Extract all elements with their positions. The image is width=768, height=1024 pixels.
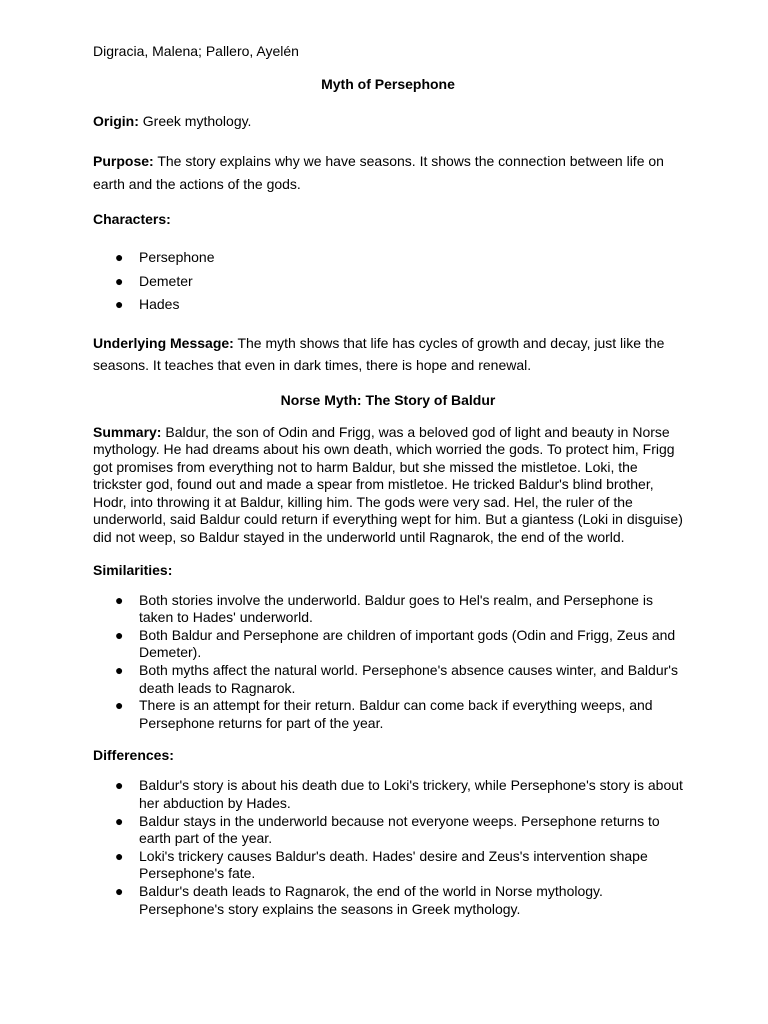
list-item bbox=[93, 592, 683, 627]
purpose-text: The story explains why we have seasons. It shows the connection between life on earth and the actions of the gods. bbox=[93, 153, 664, 192]
list-item bbox=[93, 813, 683, 848]
norse-myth-title: Norse Myth: The Story of Baldur bbox=[280, 391, 496, 408]
list-item bbox=[93, 848, 683, 883]
list-item bbox=[93, 662, 683, 697]
document-page bbox=[93, 42, 683, 932]
similarity-text: Both Baldur and Persephone are children of important gods (Odin and Frigg, Zeus and Demeter). bbox=[139, 626, 676, 661]
bullet-icon: ● bbox=[115, 626, 124, 643]
list-item bbox=[93, 777, 683, 812]
summary-label: Summary: bbox=[93, 423, 162, 440]
authors-line: Digracia, Malena; Pallero, Ayelén bbox=[93, 43, 299, 59]
bullet-icon: ● bbox=[115, 296, 124, 312]
bullet-icon: ● bbox=[115, 662, 124, 679]
origin-label: Origin: bbox=[93, 113, 139, 129]
similarities-list bbox=[93, 592, 683, 733]
underlying-message-label: Underlying Message: bbox=[93, 334, 234, 351]
list-item bbox=[93, 270, 683, 294]
differences-list bbox=[93, 777, 683, 918]
characters-heading: Characters: bbox=[93, 211, 171, 227]
list-item bbox=[93, 697, 683, 732]
origin-text: Greek mythology. bbox=[138, 113, 252, 129]
underlying-message-text: The myth shows that life has cycles of growth and decay, just like the seasons. It teaches that even in dark times, there is hope and renewal. bbox=[93, 334, 665, 373]
list-item bbox=[93, 627, 683, 662]
bullet-icon: ● bbox=[115, 591, 124, 608]
bullet-icon: ● bbox=[115, 249, 124, 265]
similarities-heading: Similarities: bbox=[93, 561, 173, 578]
bullet-icon: ● bbox=[115, 847, 124, 864]
origin-paragraph bbox=[93, 112, 683, 130]
character-name: Hades bbox=[139, 296, 180, 312]
underlying-message-paragraph bbox=[93, 332, 683, 377]
similarity-text: Both myths affect the natural world. Persephone's absence causes winter, and Baldur's death leads to Ragnarok. bbox=[139, 662, 678, 696]
list-item bbox=[93, 246, 683, 270]
purpose-label: Purpose: bbox=[93, 153, 154, 169]
similarity-text: There is an attempt for their return. Baldur can come back if everything weeps, and Persephone returns for part of the year. bbox=[139, 697, 653, 731]
bullet-icon: ● bbox=[115, 882, 124, 899]
purpose-paragraph bbox=[93, 150, 683, 196]
difference-text: Baldur's death leads to Ragnarok, the end of the world in Norse mythology. Persephone's story explains the seasons in Greek mythology. bbox=[139, 882, 603, 917]
bullet-icon: ● bbox=[115, 812, 124, 829]
character-name: Demeter bbox=[139, 272, 193, 289]
document-title: Myth of Persephone bbox=[321, 76, 455, 92]
differences-heading: Differences: bbox=[93, 747, 174, 764]
bullet-icon: ● bbox=[115, 272, 124, 289]
difference-text: Baldur's story is about his death due to Loki's trickery, while Persephone's story is about her abduction by Hades. bbox=[139, 777, 683, 811]
bullet-icon: ● bbox=[115, 777, 124, 794]
character-name: Persephone bbox=[139, 249, 215, 265]
similarity-text: Both stories involve the underworld. Baldur goes to Hel's realm, and Persephone is taken to Hades' underworld. bbox=[139, 591, 653, 626]
characters-list bbox=[93, 246, 683, 317]
summary-text: Baldur, the son of Odin and Frigg, was a beloved god of light and beauty in Norse mythology. He had dreams about his own death, which worried the gods. To protect him, Frigg got promises from everything not to harm Baldur, but she missed the mistletoe. Loki, the trickster god, found out and made a spear from mistletoe. He tricked Baldur's blind brother, Hodr, into throwing it at Baldur, killing him. The gods were very sad. Hel, the ruler of the underworld, said Baldur could return if everything wept for him. But a giantess (Loki in disguise) did not weep, so Baldur stayed in the underworld until Ragnarok, the end of the world. bbox=[93, 423, 683, 546]
list-item bbox=[93, 293, 683, 317]
difference-text: Loki's trickery causes Baldur's death. Hades' desire and Zeus's intervention shape Persephone's fate. bbox=[139, 847, 648, 882]
bullet-icon: ● bbox=[115, 697, 124, 714]
summary-paragraph bbox=[93, 424, 683, 547]
list-item bbox=[93, 883, 683, 918]
difference-text: Baldur stays in the underworld because not everyone weeps. Persephone returns to earth part of the year. bbox=[139, 812, 660, 847]
